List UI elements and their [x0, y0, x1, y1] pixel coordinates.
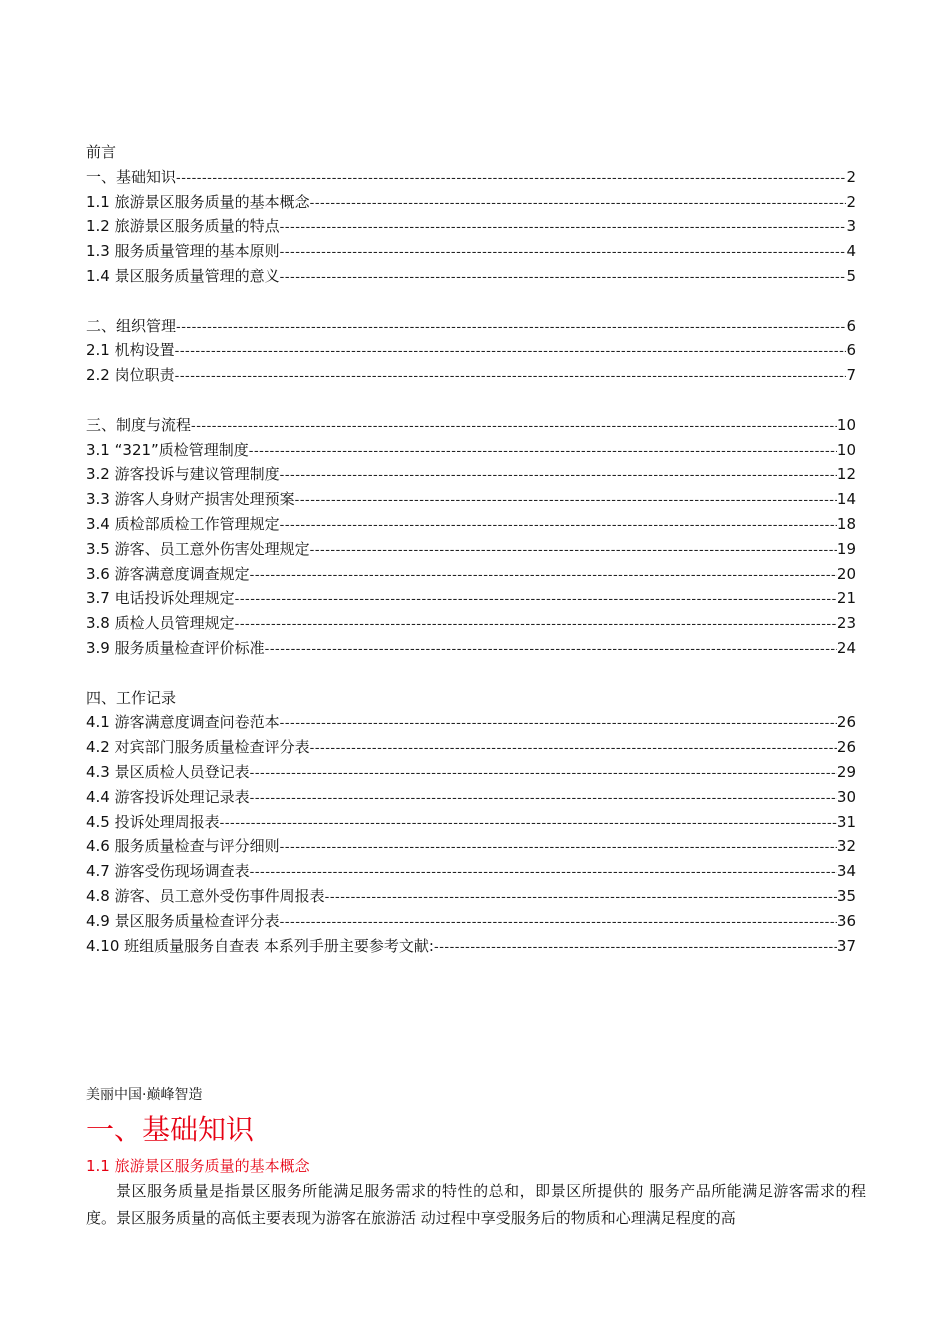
toc-entry[interactable]	[86, 512, 856, 537]
toc-entry-title: 3.7 电话投诉处理规定	[86, 589, 235, 608]
toc-entry-title: 4.2 对宾部门服务质量检查评分表	[86, 738, 310, 757]
toc-entry[interactable]	[86, 735, 856, 760]
toc-heading-preface[interactable]: 前言	[86, 143, 117, 161]
toc-entry-title: 1.2 旅游景区服务质量的特点	[86, 217, 280, 236]
toc-entry[interactable]	[86, 190, 856, 215]
toc-entry-title: 3.5 游客、员工意外伤害处理规定	[86, 539, 310, 558]
toc-entry-page: 36	[836, 911, 856, 930]
toc-leader	[191, 415, 837, 438]
toc-entry-page: 34	[836, 862, 856, 881]
toc-entry-title: 3.1 “321”质检管理制度	[86, 440, 249, 459]
toc-leader	[220, 812, 837, 835]
toc-entry-title: 4.3 景区质检人员登记表	[86, 762, 250, 781]
toc-leader	[280, 836, 837, 859]
body-line: 求的程度。景区服务质量的高低主要表现为游客在旅游活 动过程中享受服务后的物质和心理满足程度的高	[86, 1182, 866, 1227]
toc-entry-title: 2.2 岗位职责	[86, 366, 175, 385]
toc-entry[interactable]	[86, 562, 856, 587]
toc-group-4	[86, 686, 856, 959]
toc-entry-page: 5	[846, 266, 856, 285]
toc-spacer	[86, 289, 856, 314]
toc-entry-page: 32	[836, 837, 856, 856]
toc-entry-page: 14	[836, 490, 856, 509]
toc-entry-page: 23	[836, 614, 856, 633]
toc-group-3	[86, 413, 856, 661]
toc-leader	[176, 167, 846, 190]
toc-entry-title: 一、基础知识	[86, 167, 177, 186]
toc-entry-title: 4.7 游客受伤现场调查表	[86, 862, 250, 881]
toc-entry-page: 19	[836, 539, 856, 558]
toc-entry[interactable]	[86, 214, 856, 239]
toc-entry-title: 3.9 服务质量检查评价标准	[86, 638, 265, 657]
toc-entry-title: 4.6 服务质量检查与评分细则	[86, 837, 280, 856]
toc-entry[interactable]	[86, 934, 856, 959]
body-line: 景区服务质量是指景区服务所能满足服务需求的特性的总和，即景区所提供的 服务产品所能满足游客需	[116, 1182, 820, 1200]
toc-leader	[280, 266, 847, 289]
toc-spacer	[86, 388, 856, 413]
toc-entry[interactable]	[86, 586, 856, 611]
toc-spacer	[86, 661, 856, 686]
toc-entry[interactable]	[86, 363, 856, 388]
toc-leader	[295, 489, 837, 512]
toc-entry-title: 1.1 旅游景区服务质量的基本概念	[86, 192, 310, 211]
toc-entry-page: 7	[846, 366, 856, 385]
toc-entry-page: 2	[846, 167, 856, 186]
toc-entry-title: 4.9 景区服务质量检查评分表	[86, 911, 280, 930]
toc-leader	[175, 365, 847, 388]
toc-leader	[310, 539, 837, 562]
toc-entry-page: 35	[836, 886, 856, 905]
toc-entry-page: 29	[836, 762, 856, 781]
toc-entry-page: 37	[836, 936, 856, 955]
toc-entry-page: 30	[836, 787, 856, 806]
chapter-title: 一、基础知识	[86, 1113, 255, 1146]
toc-entry-title: 4.1 游客满意度调查问卷范本	[86, 713, 280, 732]
toc-entry-title: 3.8 质检人员管理规定	[86, 614, 235, 633]
toc-leader	[250, 787, 837, 810]
toc-entry[interactable]	[86, 909, 856, 934]
toc-leader	[250, 861, 837, 884]
toc-leader	[265, 638, 837, 661]
toc-entry[interactable]	[86, 487, 856, 512]
toc-group-2	[86, 314, 856, 388]
toc-entry-page: 18	[836, 514, 856, 533]
toc-entry-page: 6	[846, 316, 856, 335]
toc-entry[interactable]	[86, 537, 856, 562]
toc-leader	[249, 440, 837, 463]
toc-group-1	[86, 165, 856, 289]
toc-entry[interactable]	[86, 438, 856, 463]
toc-entry[interactable]	[86, 611, 856, 636]
toc-leader	[280, 911, 837, 934]
section-title: 1.1 旅游景区服务质量的基本概念	[86, 1157, 310, 1175]
toc-entry-page: 12	[836, 465, 856, 484]
toc-entry-page: 26	[836, 713, 856, 732]
toc-entry-title: 3.4 质检部质检工作管理规定	[86, 514, 280, 533]
toc-entry-title: 3.3 游客人身财产损害处理预案	[86, 490, 295, 509]
toc-entry[interactable]	[86, 859, 856, 884]
brand-header: 美丽中国·巅峰智造	[86, 1087, 203, 1103]
toc-leader	[325, 886, 837, 909]
toc-entry-title: 4.10 班组质量服务自查表 本系列手册主要参考文献:	[86, 936, 434, 955]
toc-entry[interactable]	[86, 834, 856, 859]
toc-entry-page: 6	[846, 341, 856, 360]
toc-entry-title: 二、组织管理	[86, 316, 177, 335]
toc-entry-title: 4.5 投诉处理周报表	[86, 812, 220, 831]
toc-leader	[310, 737, 837, 760]
toc-entry[interactable]	[86, 413, 856, 438]
toc-leader	[176, 316, 846, 339]
toc-leader	[280, 464, 837, 487]
toc-heading-work-records[interactable]: 四、工作记录	[86, 688, 177, 707]
toc-entry[interactable]	[86, 810, 856, 835]
toc-entry[interactable]	[86, 314, 856, 339]
table-of-contents	[86, 140, 856, 958]
toc-leader	[280, 712, 837, 735]
toc-leader	[280, 241, 847, 264]
toc-entry[interactable]	[86, 760, 856, 785]
toc-leader	[280, 514, 837, 537]
toc-entry-page: 10	[836, 415, 856, 434]
toc-entry-page: 26	[836, 738, 856, 757]
toc-leader	[434, 936, 837, 959]
toc-entry-page: 3	[846, 217, 856, 236]
toc-entry-title: 4.4 游客投诉处理记录表	[86, 787, 250, 806]
toc-entry-title: 3.2 游客投诉与建议管理制度	[86, 465, 280, 484]
toc-leader	[235, 613, 837, 636]
toc-entry-page: 20	[836, 564, 856, 583]
toc-leader	[250, 762, 837, 785]
toc-entry[interactable]	[86, 785, 856, 810]
toc-entry[interactable]	[86, 264, 856, 289]
toc-entry[interactable]	[86, 884, 856, 909]
document-body	[86, 1084, 866, 1232]
body-paragraph	[86, 1178, 866, 1232]
toc-entry[interactable]	[86, 165, 856, 190]
toc-entry[interactable]	[86, 636, 856, 661]
toc-entry-page: 10	[836, 440, 856, 459]
toc-entry-title: 4.8 游客、员工意外受伤事件周报表	[86, 886, 325, 905]
toc-entry-title: 1.4 景区服务质量管理的意义	[86, 266, 280, 285]
toc-leader	[250, 564, 837, 587]
toc-entry-title: 三、制度与流程	[86, 415, 192, 434]
toc-entry-page: 2	[846, 192, 856, 211]
toc-entry[interactable]	[86, 462, 856, 487]
toc-entry[interactable]	[86, 239, 856, 264]
toc-leader	[310, 192, 847, 215]
toc-leader	[175, 340, 847, 363]
toc-entry-page: 31	[836, 812, 856, 831]
toc-leader	[235, 588, 837, 611]
toc-entry[interactable]	[86, 710, 856, 735]
toc-entry-title: 2.1 机构设置	[86, 341, 175, 360]
toc-entry-title: 3.6 游客满意度调查规定	[86, 564, 250, 583]
toc-leader	[280, 216, 847, 239]
toc-entry-page: 24	[836, 638, 856, 657]
toc-entry-title: 1.3 服务质量管理的基本原则	[86, 242, 280, 261]
toc-entry-page: 4	[846, 242, 856, 261]
toc-entry[interactable]	[86, 338, 856, 363]
toc-entry-page: 21	[836, 589, 856, 608]
